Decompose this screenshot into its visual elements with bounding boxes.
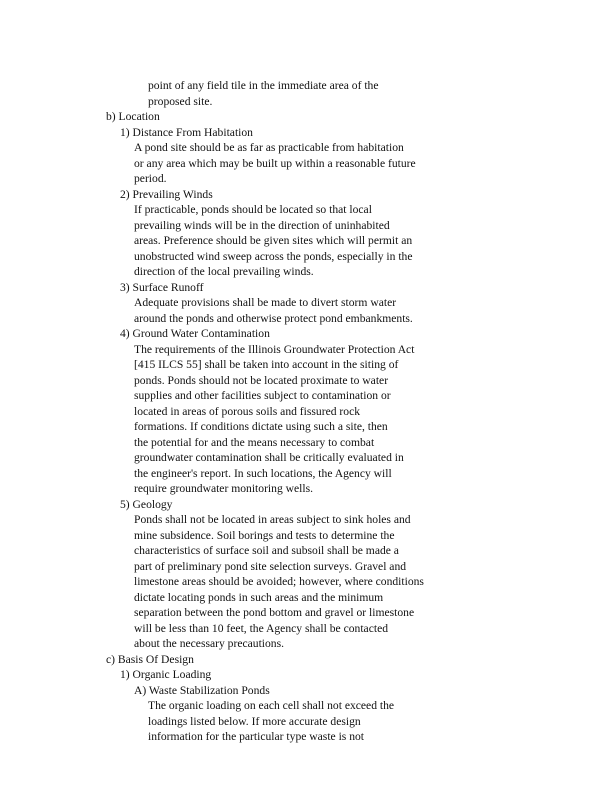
- text-line: unobstructed wind sweep across the ponds, especially in the: [134, 250, 413, 263]
- text-line: the potential for and the means necessary to combat: [134, 436, 375, 449]
- text-line: the engineer's report. In such locations, the Agency will: [134, 467, 392, 480]
- text-line: A pond site should be as far as practicable from habitation: [134, 141, 404, 154]
- text-line: formations. If conditions dictate using such a site, then: [134, 420, 388, 433]
- section-heading-c: c) Basis Of Design: [106, 653, 194, 666]
- text-line: The requirements of the Illinois Groundwater Protection Act: [134, 343, 415, 356]
- text-line: information for the particular type waste is not: [148, 730, 365, 743]
- text-line: direction of the local prevailing winds.: [134, 265, 314, 278]
- section-heading-b: b) Location: [106, 110, 160, 123]
- text-line: part of preliminary pond site selection surveys. Gravel and: [134, 560, 407, 573]
- text-line: point of any field tile in the immediate area of the: [148, 79, 379, 92]
- text-line: or any area which may be built up within a reasonable future: [134, 157, 416, 170]
- text-line: will be less than 10 feet, the Agency shall be contacted: [134, 622, 389, 635]
- text-line: prevailing winds will be in the direction of uninhabited: [134, 219, 390, 232]
- text-line: period.: [134, 172, 167, 185]
- subsection-heading: 3) Surface Runoff: [120, 281, 204, 294]
- subsection-heading: 1) Organic Loading: [120, 668, 212, 681]
- text-line: proposed site.: [148, 95, 213, 108]
- text-line: loadings listed below. If more accurate design: [148, 715, 361, 728]
- text-line: separation between the pond bottom and gravel or limestone: [134, 606, 415, 619]
- text-line: about the necessary precautions.: [134, 637, 285, 650]
- text-line: areas. Preference should be given sites which will permit an: [134, 234, 413, 247]
- text-line: Ponds shall not be located in areas subject to sink holes and: [134, 513, 411, 526]
- subsection-heading: 2) Prevailing Winds: [120, 188, 213, 201]
- text-line: characteristics of surface soil and subsoil shall be made a: [134, 544, 399, 557]
- text-line: located in areas of porous soils and fissured rock: [134, 405, 361, 418]
- text-line: mine subsidence. Soil borings and tests to determine the: [134, 529, 395, 542]
- subsection-heading: 4) Ground Water Contamination: [120, 327, 270, 340]
- text-line: limestone areas should be avoided; however, where conditions: [134, 575, 424, 588]
- text-line: [415 ILCS 55] shall be taken into account in the siting of: [134, 358, 399, 371]
- text-line: The organic loading on each cell shall not exceed the: [148, 699, 395, 712]
- subsection-heading: 5) Geology: [120, 498, 173, 511]
- text-line: require groundwater monitoring wells.: [134, 482, 314, 495]
- subsection-heading: 1) Distance From Habitation: [120, 126, 253, 139]
- text-line: dictate locating ponds in such areas and the minimum: [134, 591, 384, 604]
- sub-subsection-heading: A) Waste Stabilization Ponds: [134, 684, 270, 697]
- text-line: supplies and other facilities subject to contamination or: [134, 389, 391, 402]
- text-line: If practicable, ponds should be located so that local: [134, 203, 372, 216]
- text-line: around the ponds and otherwise protect pond embankments.: [134, 312, 413, 325]
- text-line: groundwater contamination shall be critically evaluated in: [134, 451, 404, 464]
- text-line: ponds. Ponds should not be located proximate to water: [134, 374, 389, 387]
- text-line: Adequate provisions shall be made to divert storm water: [134, 296, 397, 309]
